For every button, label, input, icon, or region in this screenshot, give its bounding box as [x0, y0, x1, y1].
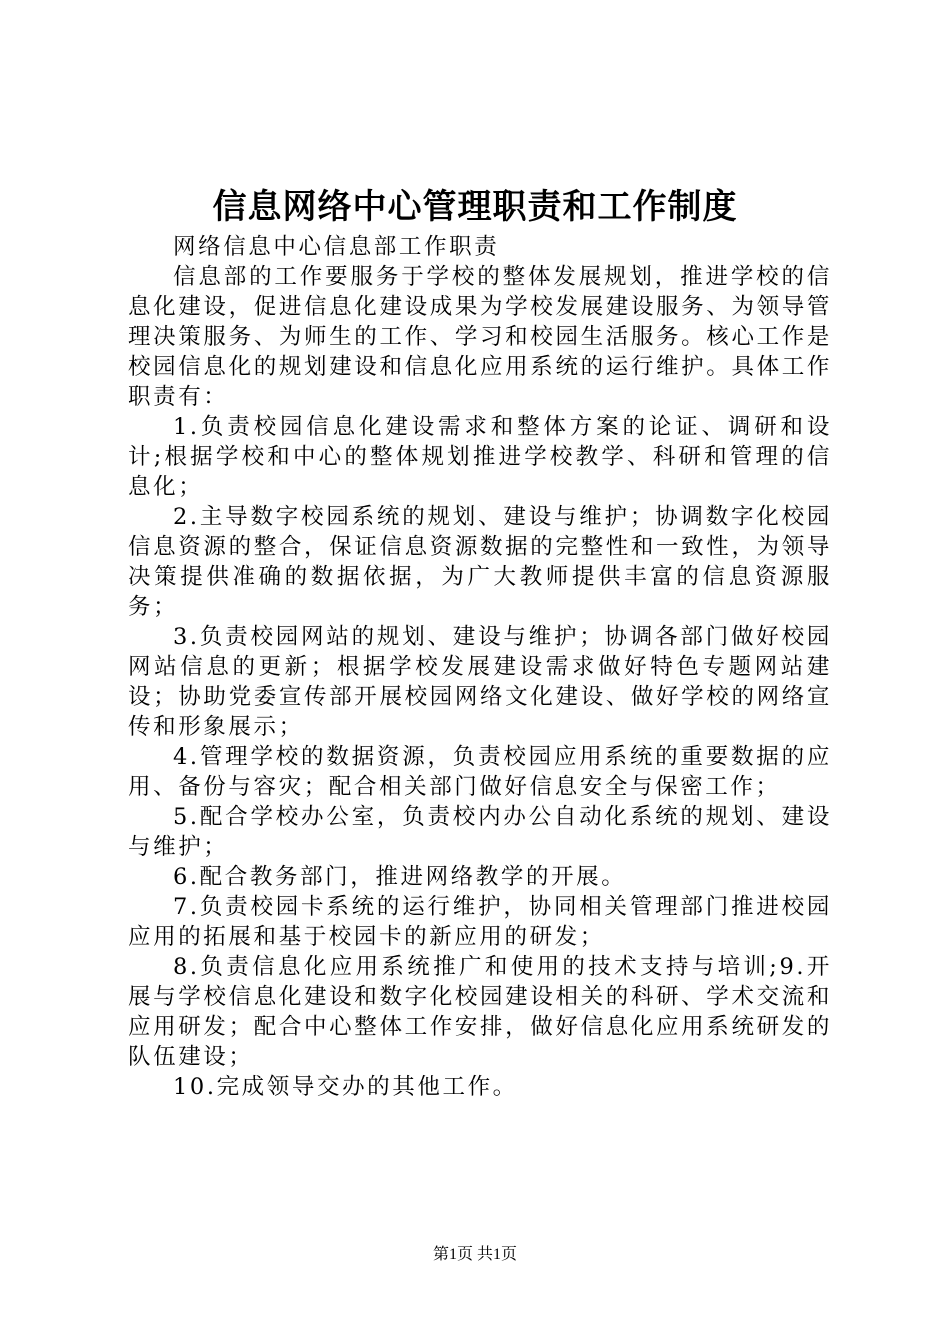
duty-item: 4.管理学校的数据资源，负责校园应用系统的重要数据的应用、备份与容灾；配合相关部门做好信息安全与保密工作；: [128, 744, 832, 800]
duty-item: 1.负责校园信息化建设需求和整体方案的论证、调研和设计;根据学校和中心的整体规划推进学校教学、科研和管理的信息化；: [128, 414, 832, 500]
duty-item: 10.完成领导交办的其他工作。: [173, 1074, 518, 1100]
duty-item: 8.负责信息化应用系统推广和使用的技术支持与培训;9.开展与学校信息化建设和数字化校园建设相关的科研、学术交流和应用研发；配合中心整体工作安排，做好信息化应用系统研发的队伍建设；: [128, 954, 832, 1070]
duty-item: 6.配合教务部门，推进网络教学的开展。: [173, 864, 627, 890]
duty-item: 3.负责校园网站的规划、建设与维护；协调各部门做好校园网站信息的更新；根据学校发展建设需求做好特色专题网站建设；协助党委宣传部开展校园网络文化建设、做好学校的网络宣传和形象展示；: [128, 624, 832, 740]
intro-paragraph: 信息部的工作要服务于学校的整体发展规划，推进学校的信息化建设，促进信息化建设成果为学校发展建设服务、为领导管理决策服务、为师生的工作、学习和校园生活服务。核心工作是校园信息化的规划建设和信息化应用系统的运行维护。具体工作职责有：: [128, 264, 832, 410]
section-heading: 网络信息中心信息部工作职责: [173, 234, 500, 260]
duty-item: 7.负责校园卡系统的运行维护，协同相关管理部门推进校园应用的拓展和基于校园卡的新应用的研发；: [128, 894, 832, 950]
page-number-footer: 第1页 共1页: [432, 1246, 517, 1263]
duty-item: 2.主导数字校园系统的规划、建设与维护；协调数字化校园信息资源的整合，保证信息资源数据的完整性和一致性，为领导决策提供准确的数据依据，为广大教师提供丰富的信息资源服务；: [128, 504, 832, 620]
document-body: [128, 232, 832, 1102]
duty-item: 5.配合学校办公室，负责校内办公自动化系统的规划、建设与维护；: [128, 804, 832, 860]
document-title: 信息网络中心管理职责和工作制度: [212, 187, 738, 227]
